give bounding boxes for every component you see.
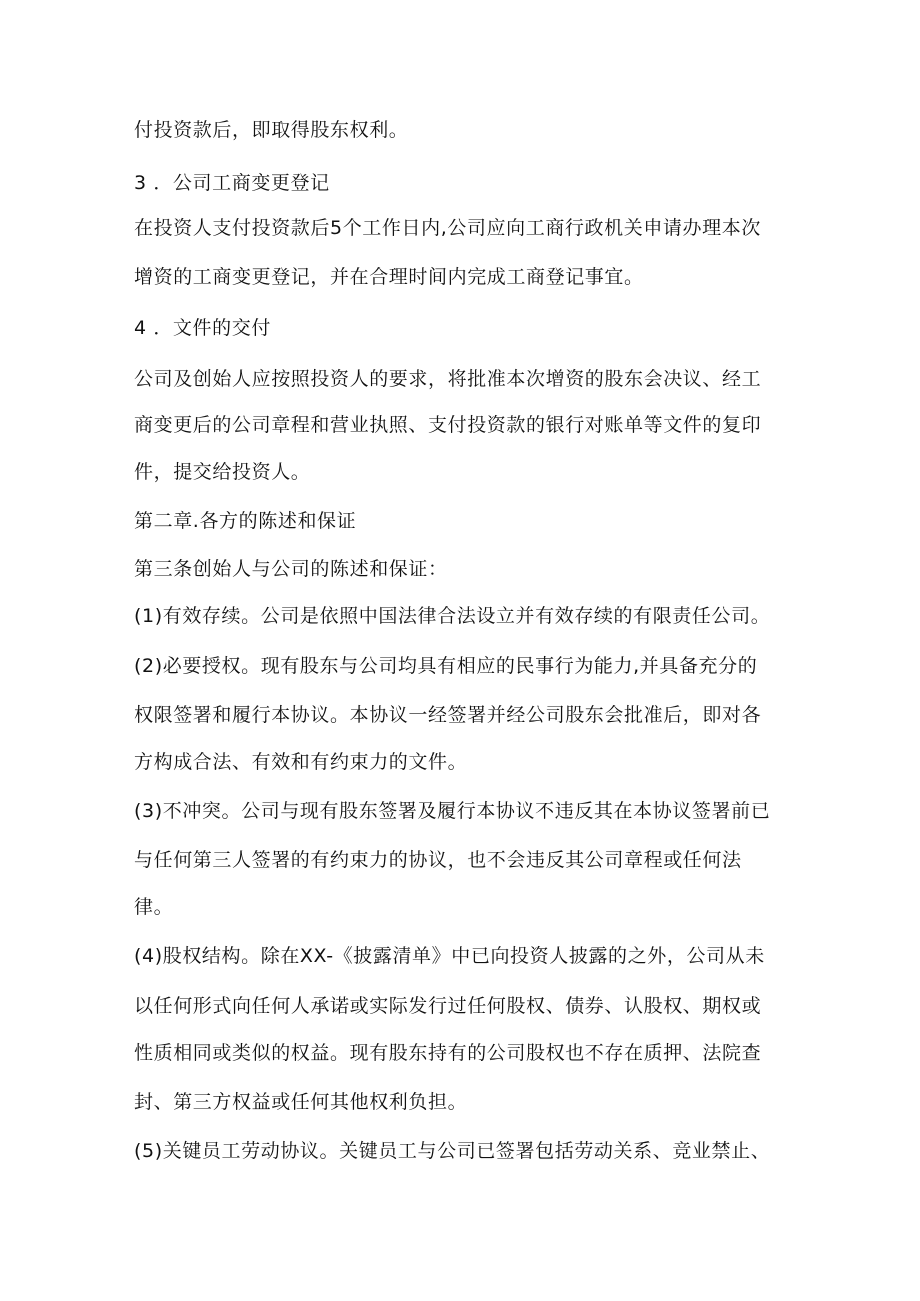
text-line: 付投资款后，即取得股东权利。 xyxy=(134,119,409,141)
section-heading: 3 ．公司工商变更登记 xyxy=(134,172,330,194)
text-line: 封、第三方权益或任何其他权利负担。 xyxy=(134,1091,468,1113)
text-line: 与任何第三人签署的有约束力的协议，也不会违反其公司章程或任何法 xyxy=(134,849,742,871)
section-heading: 4 ．文件的交付 xyxy=(134,317,271,339)
text-line: 权限签署和履行本协议。本协议一经签署并经公司股东会批准后，即对各 xyxy=(134,704,762,726)
text-line: 以任何形式向任何人承诺或实际发行过任何股权、债券、认股权、期权或 xyxy=(134,995,762,1017)
text-line: 公司及创始人应按照投资人的要求，将批准本次增资的股东会决议、经工 xyxy=(134,368,762,390)
chapter-heading: 第二章.各方的陈述和保证 xyxy=(134,510,357,532)
text-line: (3)不冲突。公司与现有股东签署及履行本协议不违反其在本协议签署前已 xyxy=(134,800,771,822)
text-line: (4)股权结构。除在XX-《披露清单》中已向投资人披露的之外，公司从未 xyxy=(134,945,765,967)
text-line: 增资的工商变更登记，并在合理时间内完成工商登记事宜。 xyxy=(134,266,644,288)
text-line: 方构成合法、有效和有约束力的文件。 xyxy=(134,751,468,773)
text-line: (1)有效存续。公司是依照中国法律合法设立并有效存续的有限责任公司。 xyxy=(134,605,771,627)
text-line: 在投资人支付投资款后5个工作日内,公司应向工商行政机关申请办理本次 xyxy=(134,217,761,239)
article-heading: 第三条创始人与公司的陈述和保证： xyxy=(134,558,448,580)
text-line: 律。 xyxy=(134,896,174,918)
text-line: 件，提交给投资人。 xyxy=(134,461,311,483)
text-line: (5)关键员工劳动协议。关键员工与公司已签署包括劳动关系、竞业禁止、 xyxy=(134,1140,771,1162)
text-line: 性质相同或类似的权益。现有股东持有的公司股权也不存在质押、法院查 xyxy=(134,1042,762,1064)
text-line: (2)必要授权。现有股东与公司均具有相应的民事行为能力,并具备充分的 xyxy=(134,655,758,677)
text-line: 商变更后的公司章程和营业执照、支付投资款的银行对账单等文件的复印 xyxy=(134,414,762,436)
